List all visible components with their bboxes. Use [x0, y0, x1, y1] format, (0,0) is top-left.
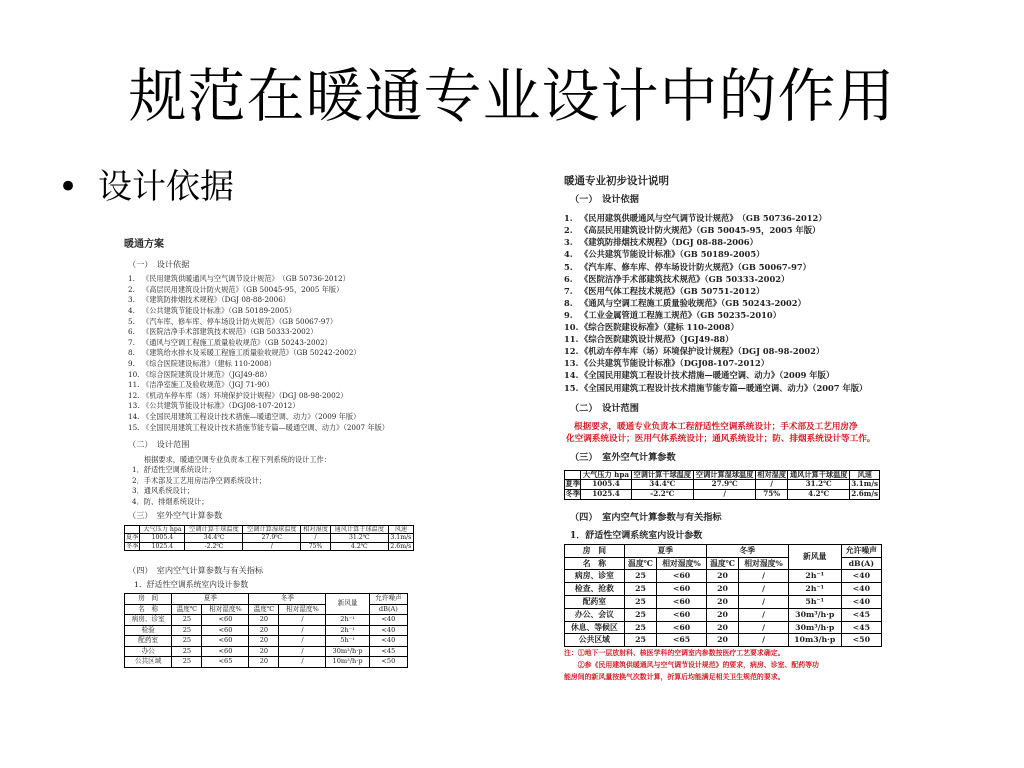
indoor-params-table — [124, 593, 408, 668]
item-text: 《医用气体工程技术规范》（GB 50751-2012） — [580, 285, 765, 296]
table-cell: -2.2℃ — [185, 542, 243, 550]
doc-heading: 暖通专业初步设计说明 — [564, 175, 669, 187]
scope-item: 1．舒适性空调系统设计； — [132, 465, 216, 475]
table-cell: / — [693, 489, 755, 499]
item-number: 14. — [564, 370, 579, 381]
table-cell: 20 — [706, 634, 738, 647]
table-cell: 25 — [624, 583, 656, 596]
code-list-item — [124, 359, 424, 370]
item-text: 《医院洁净手术部建筑技术规范》（GB 50333-2002） — [142, 327, 318, 337]
scope-item: 3．通风系统设计； — [132, 486, 195, 496]
table-header-cell: 相对湿度 — [301, 526, 331, 534]
item-text: 《综合医院建设标准》（建标 110-2008） — [142, 358, 276, 368]
item-number: 3. — [128, 295, 135, 305]
item-text: 《机动车停车库（场）环境保护设计规程》（DGJ 08-98-2002） — [142, 390, 348, 400]
code-list-item — [564, 321, 894, 333]
table-header-cell: dB(A) — [369, 604, 407, 615]
table-cell: <60 — [202, 615, 249, 626]
item-number: 3. — [564, 237, 573, 248]
code-list-item — [124, 274, 424, 285]
section-title: （一） 设计依据 — [570, 194, 639, 206]
table-note: 能房间的新风量按换气次数计算，折算后均能满足相关卫生规范的要求。 — [564, 673, 785, 682]
section-title: （三） 室外空气计算参数 — [570, 451, 676, 463]
table-cell: <60 — [202, 636, 249, 647]
code-list-item — [564, 248, 894, 260]
section-title: （二） 设计范围 — [128, 439, 190, 450]
table-cell: / — [243, 542, 301, 550]
table-cell: 20 — [249, 625, 279, 636]
table-header-cell: 夏季 — [172, 594, 249, 605]
scope-text: 化空调系统设计；医用气体系统设计；通风系统设计；防、排烟系统设计等工作。 — [566, 434, 876, 445]
table-cell: 办公 — [125, 646, 172, 657]
code-list-item — [124, 285, 424, 296]
table-header-cell: 风速 — [850, 470, 880, 480]
table-cell: 20 — [706, 583, 738, 596]
item-text: 《建筑防排烟技术规程》（DGJ 08-88-2006） — [580, 237, 758, 248]
table-cell: 1005.4 — [140, 534, 185, 542]
doc-image-left — [124, 240, 424, 668]
table-cell: 20 — [706, 608, 738, 621]
item-text: 《全国民用建筑工程设计技术措施—暖通空调、动力》（2009 年版） — [580, 370, 835, 381]
outdoor-params-table — [564, 470, 880, 500]
item-number: 11. — [128, 380, 140, 390]
table-cell: 25 — [172, 646, 202, 657]
table-cell: 4.2℃ — [330, 542, 388, 550]
table-cell: 3.1m/s — [388, 534, 413, 542]
code-list-item — [124, 423, 424, 434]
table-row — [125, 636, 408, 647]
code-list-item — [564, 212, 894, 224]
item-number: 15. — [128, 422, 140, 432]
table-cell: 5h⁻¹ — [326, 636, 369, 647]
subsection-title: 1．舒适性空调系统室内设计参数 — [570, 530, 703, 541]
table-cell: / — [279, 625, 326, 636]
table-cell: 2.6m/s — [388, 542, 413, 550]
item-text: 《综合医院建筑设计规范》（JGJ49-88） — [580, 334, 734, 345]
table-cell: 5h⁻¹ — [788, 595, 841, 608]
subsection-title: 1．舒适性空调系统室内设计参数 — [134, 580, 249, 590]
table-cell: 冬季 — [125, 542, 139, 550]
slide-title: 规范在暖通专业设计中的作用 — [128, 62, 896, 130]
code-list-item — [564, 236, 894, 248]
table-cell: <40 — [841, 570, 881, 583]
table-row — [125, 534, 414, 542]
table-cell: 休息、等候区 — [565, 621, 625, 634]
item-text: 《高层民用建筑设计防火规范》（GB 50045-95，2005 年版） — [142, 284, 344, 294]
table-cell: / — [739, 634, 789, 647]
item-number: 10. — [128, 369, 140, 379]
indoor-params-table — [564, 544, 882, 647]
table-cell: 75% — [301, 542, 331, 550]
item-text: 《汽车库、修车库、停车场设计防火规范》（GB 50067-97） — [142, 316, 338, 326]
table-cell: -2.2℃ — [631, 489, 693, 499]
table-cell: 2.6m/s — [851, 488, 879, 498]
table-cell: <60 — [657, 570, 707, 583]
item-text: 《工业金属管道工程施工规范》（GB 50235-2010） — [580, 309, 781, 320]
item-number: 15. — [564, 382, 579, 393]
table-cell: 25 — [172, 615, 202, 626]
table-cell: 27.9℃ — [693, 480, 755, 490]
code-list — [124, 274, 424, 433]
table-cell: 2h⁻¹ — [326, 625, 369, 636]
table-header-cell: 名 称 — [565, 557, 625, 570]
table-cell: / — [739, 583, 789, 596]
code-list-item — [564, 224, 894, 236]
table-cell: / — [739, 570, 789, 583]
item-text: 《公共建筑节能设计标准》（DGJ08-107-2012） — [580, 358, 770, 369]
table-header-cell: 大气压力 hpa — [581, 470, 631, 480]
table-header-cell: 风速 — [388, 526, 413, 534]
code-list-item — [564, 273, 894, 285]
item-number: 12. — [128, 390, 140, 400]
item-number: 5. — [564, 261, 573, 272]
item-number: 14. — [128, 411, 140, 421]
table-cell: <40 — [369, 636, 407, 647]
table-header-cell: 允许噪声 — [369, 594, 407, 605]
table-cell: 25 — [624, 634, 656, 647]
code-list-item — [124, 412, 424, 423]
table-header-cell: 相对湿度% — [202, 604, 249, 615]
scope-item: 2．手术部及工艺用房洁净空调系统设计； — [132, 475, 266, 485]
scope-text: 根据要求，暖通专业负责本工程舒适性空调系统设计；手术部及工艺用房净 — [574, 421, 858, 432]
table-header-cell — [125, 526, 140, 534]
section-title: （三） 室外空气计算参数 — [128, 509, 223, 520]
table-cell: 34.4℃ — [185, 534, 243, 542]
item-number: 2. — [128, 284, 135, 294]
table-header-cell: 空调计算湿球温度 — [693, 470, 755, 480]
table-row — [565, 621, 882, 634]
item-text: 《公共建筑节能设计标准》（GB 50189-2005） — [580, 249, 765, 260]
item-number: 1. — [128, 274, 135, 284]
item-text: 《机动车停车库（场）环境保护设计规程》（DGJ 08-98-2002） — [580, 346, 825, 357]
item-number: 2. — [564, 225, 573, 236]
table-cell: <45 — [841, 621, 881, 634]
table-cell: 31.2℃ — [330, 534, 388, 542]
code-list-item — [564, 345, 894, 357]
table-cell: 10m³/h·p — [326, 657, 369, 668]
bullet-text: 设计依据 — [98, 167, 234, 207]
table-row — [565, 595, 882, 608]
table-header-cell: 允许噪声 — [841, 544, 881, 557]
table-header-cell: 相对湿度 — [757, 469, 787, 479]
code-list-item — [564, 285, 894, 297]
table-cell: <60 — [657, 621, 707, 634]
table-cell: 1005.4 — [581, 480, 631, 490]
table-cell: 20 — [706, 570, 738, 583]
code-list-item — [124, 348, 424, 359]
table-header-cell: 夏季 — [624, 544, 706, 557]
table-cell: 20 — [249, 636, 279, 647]
code-list-item — [564, 309, 894, 321]
table-row — [125, 625, 408, 636]
table-row — [565, 489, 880, 499]
table-cell: / — [279, 646, 326, 657]
table-cell: 检验 — [125, 625, 172, 636]
table-cell: 20 — [706, 621, 738, 634]
table-row — [565, 634, 882, 647]
table-cell: <40 — [841, 595, 881, 608]
item-text: 《全国民用建筑工程设计技术措施节能专篇—暖通空调、动力》（2007 年版） — [580, 382, 868, 393]
doc-heading: 暖通方案 — [124, 239, 164, 250]
table-cell: <40 — [369, 615, 407, 626]
table-cell: 4.2℃ — [788, 489, 850, 499]
table-header-cell: 通风计算干球温度 — [788, 470, 850, 480]
table-cell: 2h⁻¹ — [788, 583, 841, 596]
item-number: 13. — [564, 358, 579, 369]
table-cell: 1025.4 — [581, 489, 631, 499]
table-header-cell: 空调计算干球温度 — [185, 526, 243, 534]
table-header-cell: 新风量 — [326, 594, 369, 615]
table-cell: 公共区域 — [565, 634, 625, 647]
table-cell: 25 — [172, 657, 202, 668]
item-number: 6. — [128, 327, 135, 337]
table-header-cell: 温度℃ — [172, 604, 202, 615]
table-row — [565, 570, 882, 583]
table-cell: / — [739, 608, 789, 621]
table-cell: 2h⁻¹ — [326, 615, 369, 626]
table-cell: 25 — [624, 595, 656, 608]
table-cell: 20 — [249, 615, 279, 626]
item-text: 《建筑防排烟技术规程》（DGJ 08-88-2006） — [142, 295, 290, 305]
table-cell: <45 — [841, 608, 881, 621]
table-cell: 25 — [172, 625, 202, 636]
code-list-item — [124, 401, 424, 412]
table-header-cell: dB(A) — [841, 557, 881, 570]
item-number: 9. — [564, 309, 573, 320]
table-cell: 30m³/h·p — [788, 621, 841, 634]
table-cell: 25 — [624, 621, 656, 634]
table-row — [125, 542, 414, 550]
outdoor-params-table — [124, 525, 414, 551]
item-text: 《综合医院建设标准》（建标 110-2008） — [580, 322, 739, 333]
bullet-item — [58, 165, 234, 209]
table-cell: 冬季 — [565, 488, 580, 498]
code-list-item — [124, 327, 424, 338]
table-cell: / — [279, 657, 326, 668]
table-header-cell: 空调计算干球温度 — [631, 470, 693, 480]
item-number: 8. — [128, 348, 135, 358]
code-list-item — [564, 382, 894, 394]
table-cell: 3.1m/s — [851, 479, 879, 489]
table-cell: <65 — [657, 634, 707, 647]
table-header-cell: 房 间 — [565, 544, 625, 557]
table-cell: 10m3/h·p — [788, 634, 841, 647]
table-cell: / — [739, 595, 789, 608]
table-header-cell: 温度℃ — [706, 557, 738, 570]
item-number: 10. — [564, 322, 579, 333]
code-list-item — [124, 338, 424, 349]
item-number: 6. — [564, 273, 573, 284]
table-cell: 办公、会议 — [565, 608, 625, 621]
table-cell: <60 — [657, 608, 707, 621]
code-list-item — [564, 297, 894, 309]
table-header-cell: 相对湿度% — [279, 604, 326, 615]
table-note: 注：①地下一层放射科、核医学科的空调室内参数按医疗工艺要求确定。 — [564, 649, 785, 658]
table-cell: 20 — [249, 657, 279, 668]
table-cell: 20 — [249, 646, 279, 657]
section-title: （一） 设计依据 — [128, 258, 190, 269]
table-cell: 病房、诊室 — [125, 615, 172, 626]
item-number: 5. — [128, 316, 135, 326]
table-header-cell: 大气压力 hpa — [140, 526, 185, 534]
code-list-item — [124, 295, 424, 306]
table-cell: <40 — [369, 625, 407, 636]
table-cell: 夏季 — [565, 479, 580, 489]
table-header-cell: 相对湿度% — [739, 557, 789, 570]
scope-intro: 根据要求，暖通空调专业负责本工程下列系统的设计工作： — [144, 454, 331, 464]
item-number: 7. — [564, 285, 573, 296]
table-row — [565, 608, 882, 621]
table-cell: <50 — [369, 657, 407, 668]
item-text: 《民用建筑供暖通风与空气调节设计规范》 （GB 50736-2012） — [142, 274, 350, 284]
table-cell: 30m³/h·p — [788, 608, 841, 621]
table-cell: <60 — [202, 625, 249, 636]
table-row — [125, 615, 408, 626]
code-list — [564, 212, 894, 393]
table-header-cell: 名 称 — [125, 604, 172, 615]
code-list-item — [124, 370, 424, 381]
table-cell: 2h⁻¹ — [788, 570, 841, 583]
item-text: 《汽车库、修车库、停车场设计防火规范》（GB 50067-97） — [580, 261, 811, 272]
table-cell: 25 — [172, 636, 202, 647]
code-list-item — [564, 261, 894, 273]
table-cell: 20 — [706, 595, 738, 608]
item-text: 《全国民用建筑工程设计技术措施节能专篇—暖通空调、动力》（2007 年版） — [142, 422, 389, 432]
table-header-cell: 温度℃ — [624, 557, 656, 570]
item-text: 《全国民用建筑工程设计技术措施—暖通空调、动力》（2009 年版） — [142, 411, 361, 421]
table-header-cell: 房 间 — [125, 594, 172, 605]
code-list-item — [124, 317, 424, 328]
table-header-cell: 新风量 — [788, 544, 841, 570]
section-title: （二） 设计范围 — [570, 402, 639, 414]
table-cell: / — [756, 480, 788, 490]
table-cell: 1025.4 — [140, 542, 185, 550]
table-header-cell: 相对湿度% — [657, 557, 707, 570]
table-cell: 27.9℃ — [243, 534, 301, 542]
table-cell: 30m³/h·p — [326, 646, 369, 657]
table-cell: / — [301, 534, 331, 542]
item-text: 《建筑给水排水及采暖工程施工质量验收规范》（GB 50242-2002） — [142, 348, 361, 358]
item-number: 11. — [564, 334, 579, 345]
item-number: 1. — [564, 213, 573, 224]
table-cell: <45 — [369, 646, 407, 657]
code-list-item — [564, 357, 894, 369]
item-text: 《高层民用建筑设计防火规范》（GB 50045-95，2005 年版） — [580, 225, 821, 236]
table-cell: 夏季 — [125, 534, 139, 542]
table-cell: / — [279, 615, 326, 626]
table-cell: 配药室 — [125, 636, 172, 647]
table-row — [125, 646, 408, 657]
item-text: 《通风与空调工程施工质量验收规范》（GB 50243-2002） — [580, 297, 806, 308]
table-cell: 病房、诊室 — [565, 570, 625, 583]
doc-image-right — [564, 175, 894, 683]
table-cell: <60 — [657, 595, 707, 608]
scope-item: 4．防、排烟系统设计； — [132, 497, 209, 507]
item-number: 13. — [128, 401, 140, 411]
item-number: 7. — [128, 337, 135, 347]
table-cell: 31.2℃ — [788, 480, 850, 490]
item-text: 《公共建筑节能设计标准》（GB 50189-2005） — [142, 305, 296, 315]
table-header-cell: 冬季 — [249, 594, 326, 605]
table-cell: 34.4℃ — [631, 480, 693, 490]
code-list-item — [564, 369, 894, 381]
table-row — [565, 583, 882, 596]
table-header-cell: 冬季 — [706, 544, 788, 557]
item-text: 《民用建筑供暖通风与空气调节设计规范》 （GB 50736-2012） — [580, 213, 827, 224]
item-number: 4. — [564, 249, 573, 260]
item-text: 《通风与空调工程施工质量验收规范》（GB 50243-2002） — [142, 337, 332, 347]
table-cell: 配药室 — [565, 595, 625, 608]
table-cell: <60 — [657, 583, 707, 596]
item-text: 《公共建筑节能设计标准》（DGJ08-107-2012） — [142, 401, 300, 411]
item-number: 8. — [564, 297, 573, 308]
table-cell: 检查、抢救 — [565, 583, 625, 596]
code-list-item — [124, 380, 424, 391]
section-title: （四） 室内空气计算参数与有关指标 — [128, 564, 264, 575]
table-cell: <65 — [202, 657, 249, 668]
table-cell: <60 — [202, 646, 249, 657]
item-number: 9. — [128, 358, 135, 368]
table-cell: <40 — [841, 583, 881, 596]
item-text: 《综合医院建筑设计规范》（JGJ49-88） — [142, 369, 272, 379]
table-cell: 25 — [624, 608, 656, 621]
table-note: ②参《民用建筑供暖通风与空气调节设计规范》的要求，病房、诊室、配药等功 — [564, 661, 819, 670]
item-number: 4. — [128, 305, 135, 315]
table-header-cell: 空调计算湿球温度 — [243, 526, 301, 534]
table-cell: 公共区域 — [125, 657, 172, 668]
section-title: （四） 室内空气计算参数与有关指标 — [570, 511, 722, 523]
table-cell: <50 — [841, 634, 881, 647]
table-row — [125, 657, 408, 668]
code-list-item — [564, 333, 894, 345]
item-text: 《医院洁净手术部建筑技术规范》（GB 50333-2002） — [580, 273, 790, 284]
table-header-cell: 通风计算干球温度 — [330, 526, 388, 534]
table-cell: / — [279, 636, 326, 647]
table-cell: / — [739, 621, 789, 634]
code-list-item — [124, 306, 424, 317]
bullet-marker: • — [58, 167, 79, 207]
table-header-cell: 温度℃ — [249, 604, 279, 615]
item-text: 《洁净室施工及验收规范》（JGJ 71-90） — [142, 380, 274, 390]
item-number: 12. — [564, 346, 579, 357]
code-list-item — [124, 391, 424, 402]
table-cell: 75% — [756, 489, 788, 499]
table-cell: 25 — [624, 570, 656, 583]
